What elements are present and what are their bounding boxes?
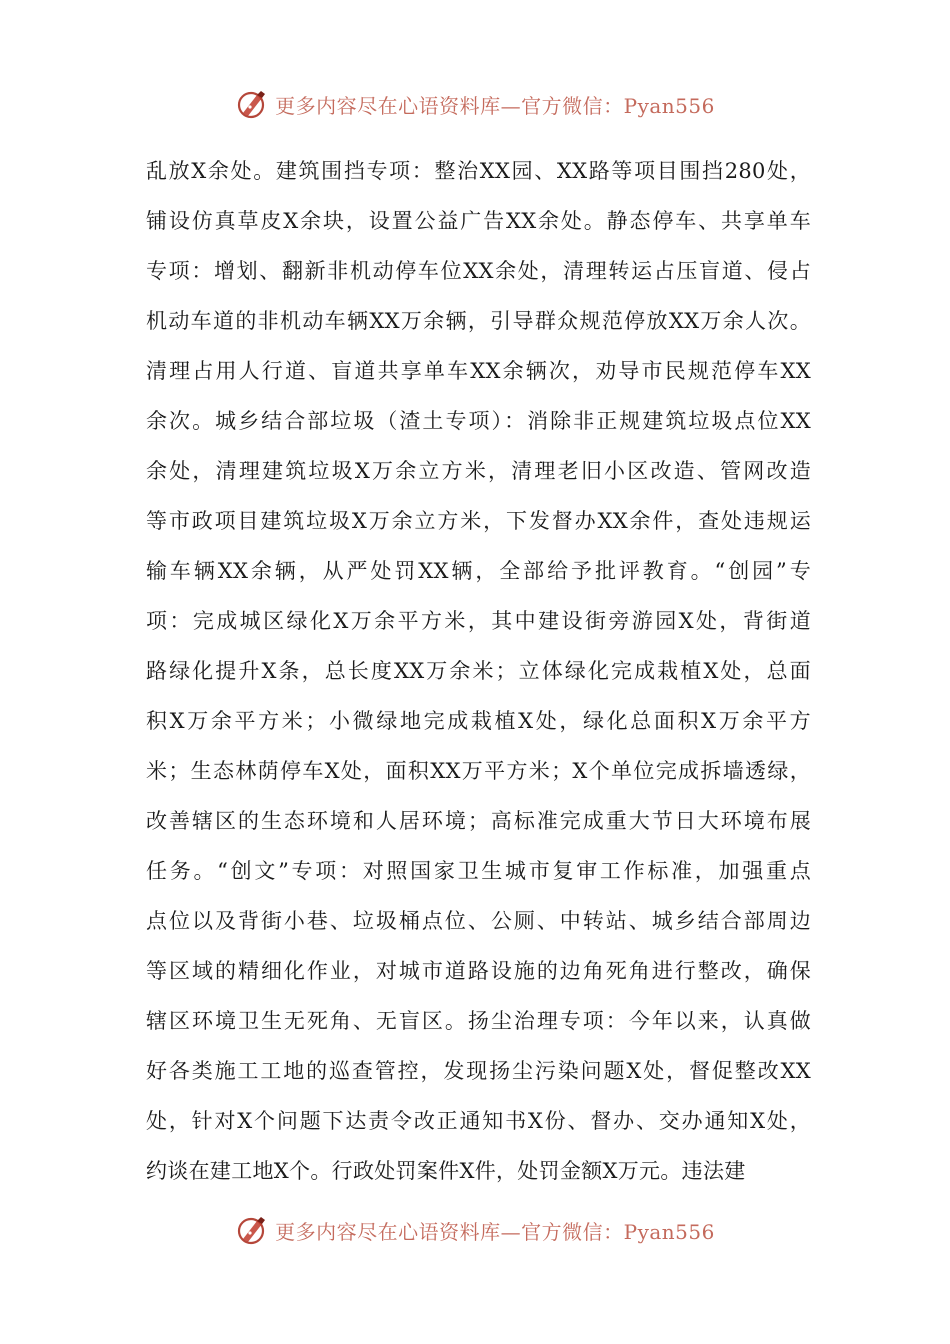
text-line: 等区域的精细化作业，对城市道路设施的边角死角进行整改，确保 <box>146 959 811 983</box>
text-line: 任务。“创文”专项：对照国家卫生城市复审工作标准，加强重点 <box>146 859 811 883</box>
pen-nib-circle-icon <box>235 87 269 121</box>
text-line: 处，针对X个问题下达责令改正通知书X份、督办、交办通知X处， <box>146 1109 811 1133</box>
text-line: 余处，清理建筑垃圾X万余立方米，清理老旧小区改造、管网改造 <box>146 459 811 483</box>
text-line: 等市政项目建筑垃圾X万余立方米，下发督办XX余件，查处违规运 <box>146 509 811 533</box>
watermark-text: 更多内容尽在心语资料库—官方微信：Pyan556 <box>275 1219 715 1244</box>
text-line: 机动车道的非机动车辆XX万余辆，引导群众规范停放XX万余人次。 <box>146 309 811 333</box>
footer-watermark <box>0 1210 950 1250</box>
text-line: 项：完成城区绿化X万余平方米，其中建设街旁游园X处，背街道 <box>146 609 811 633</box>
text-line: 米；生态林荫停车X处，面积XX万平方米；X个单位完成拆墙透绿， <box>146 759 811 783</box>
text-line: 积X万余平方米；小微绿地完成栽植X处，绿化总面积X万余平方 <box>146 709 811 733</box>
text-line: 专项：增划、翻新非机动停车位XX余处，清理转运占压盲道、侵占 <box>146 259 811 283</box>
header-watermark <box>0 84 950 124</box>
text-line: 铺设仿真草皮X余块，设置公益广告XX余处。静态停车、共享单车 <box>146 209 811 233</box>
text-line: 点位以及背街小巷、垃圾桶点位、公厕、中转站、城乡结合部周边 <box>146 909 811 933</box>
text-line: 路绿化提升X条，总长度XX万余米；立体绿化完成栽植X处，总面 <box>146 659 811 683</box>
text-line: 清理占用人行道、盲道共享单车XX余辆次，劝导市民规范停车XX <box>146 359 811 383</box>
watermark-text: 更多内容尽在心语资料库—官方微信：Pyan556 <box>275 93 715 118</box>
text-line: 输车辆XX余辆，从严处罚XX辆，全部给予批评教育。“创园”专 <box>146 559 811 583</box>
text-line: 约谈在建工地X个。行政处罚案件X件，处罚金额X万元。违法建 <box>146 1159 746 1183</box>
pen-nib-circle-icon <box>235 1213 269 1247</box>
text-line: 余次。城乡结合部垃圾（渣土专项）：消除非正规建筑垃圾点位XX <box>146 409 811 433</box>
document-body <box>146 146 811 1196</box>
text-line: 好各类施工工地的巡查管控，发现扬尘污染问题X处，督促整改XX <box>146 1059 811 1083</box>
text-line: 乱放X余处。建筑围挡专项：整治XX园、XX路等项目围挡280处， <box>146 159 811 183</box>
text-line: 改善辖区的生态环境和人居环境；高标准完成重大节日大环境布展 <box>146 809 811 833</box>
text-line: 辖区环境卫生无死角、无盲区。扬尘治理专项：今年以来，认真做 <box>146 1009 811 1033</box>
